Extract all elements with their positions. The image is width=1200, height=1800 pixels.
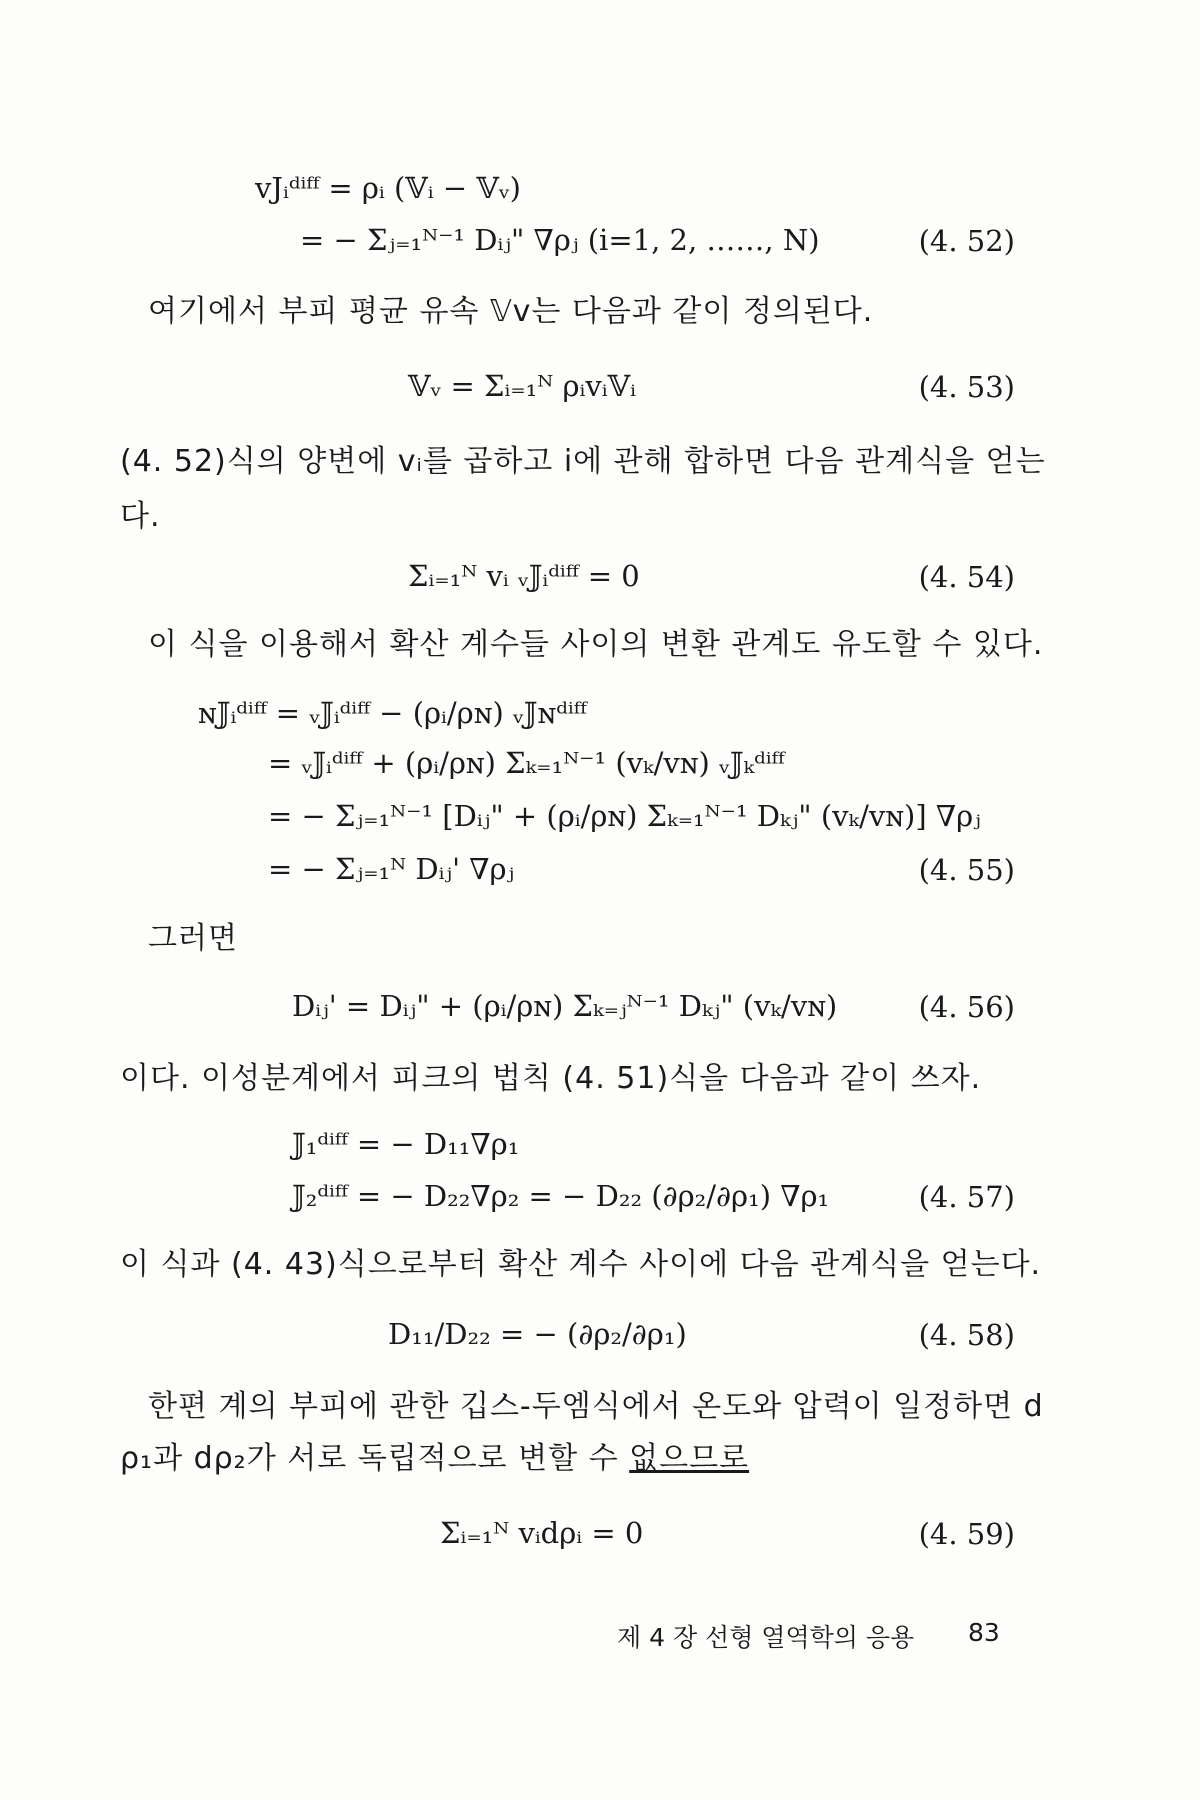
equation-4-56: Dᵢⱼ' = Dᵢⱼ" + (ρᵢ/ρɴ) Σₖ₌ⱼᴺ⁻¹ Dₖⱼ" (vₖ/vɴ): [292, 989, 838, 1023]
equation-number-4-59: (4. 59): [918, 1517, 1015, 1551]
paragraph-transformation-relation: 이 식을 이용해서 확산 계수들 사이의 변환 관계도 유도할 수 있다.: [148, 627, 1044, 662]
equation-4-58: D₁₁/D₂₂ = − (∂ρ₂/∂ρ₁): [388, 1317, 687, 1351]
paragraph-binary-system-fick-law: 이다. 이성분계에서 피크의 법칙 (4. 51)식을 다음과 같이 쓰자.: [120, 1061, 982, 1096]
running-footer-chapter: 제 4 장 선형 열역학의 응용: [617, 1623, 915, 1652]
equation-4-57-line-2: 𝕁₂ᵈⁱᶠᶠ = − D₂₂∇ρ₂ = − D₂₂ (∂ρ₂/∂ρ₁) ∇ρ₁: [292, 1179, 830, 1213]
equation-number-4-55: (4. 55): [918, 853, 1015, 887]
equation-4-55-line-2: = ᵥ𝕁ᵢᵈⁱᶠᶠ + (ρᵢ/ρɴ) Σₖ₌₁ᴺ⁻¹ (vₖ/vɴ) ᵥ𝕁ₖᵈⁱᶠᶠ: [268, 746, 785, 780]
paragraph-gibbs-duhem-line-1: 한편 계의 부피에 관한 깁스-두엠식에서 온도와 압력이 일정하면 d: [148, 1389, 1044, 1424]
paragraph-volume-average-velocity: 여기에서 부피 평균 유속 𝕍v는 다음과 같이 정의된다.: [148, 294, 874, 329]
equation-number-4-56: (4. 56): [918, 990, 1015, 1024]
equation-number-4-52: (4. 52): [918, 224, 1015, 258]
underlined-text: 없으므로: [629, 1441, 750, 1476]
equation-4-55-line-3: = − Σⱼ₌₁ᴺ⁻¹ [Dᵢⱼ" + (ρᵢ/ρɴ) Σₖ₌₁ᴺ⁻¹ Dₖⱼ" (vₖ/vɴ)] ∇ρⱼ: [268, 799, 981, 833]
equation-4-59: Σᵢ₌₁ᴺ vᵢdρᵢ = 0: [440, 1516, 644, 1550]
equation-4-52-line-2: = − Σⱼ₌₁ᴺ⁻¹ Dᵢⱼ" ∇ρⱼ (i=1, 2, ……, N): [300, 223, 820, 257]
paragraph-gibbs-duhem-line-2: [120, 1442, 749, 1477]
equation-number-4-53: (4. 53): [918, 370, 1015, 404]
equation-4-53: 𝕍ᵥ = Σᵢ₌₁ᴺ ρᵢvᵢ𝕍ᵢ: [408, 369, 636, 403]
equation-4-57-line-1: 𝕁₁ᵈⁱᶠᶠ = − D₁₁∇ρ₁: [292, 1127, 520, 1161]
paragraph-from-equation-4-43: 이 식과 (4. 43)식으로부터 확산 계수 사이에 다음 관계식을 얻는다.: [120, 1247, 1042, 1282]
equation-4-52-line-1: vJᵢᵈⁱᶠᶠ = ρᵢ (𝕍ᵢ − 𝕍ᵥ): [255, 171, 521, 205]
equation-4-54: Σᵢ₌₁ᴺ vᵢ ᵥ𝕁ᵢᵈⁱᶠᶠ = 0: [408, 559, 640, 593]
paragraph-multiply-vi-line-1: (4. 52)식의 양변에 vᵢ를 곱하고 i에 관해 합하면 다음 관계식을 얻는: [120, 444, 1046, 479]
equation-4-55-line-1: ɴ𝕁ᵢᵈⁱᶠᶠ = ᵥ𝕁ᵢᵈⁱᶠᶠ − (ρᵢ/ρɴ) ᵥ𝕁ɴᵈⁱᶠᶠ: [198, 696, 587, 730]
equation-number-4-54: (4. 54): [918, 560, 1015, 594]
paragraph-gibbs-duhem-text: ρ₁과 dρ₂가 서로 독립적으로 변할 수: [120, 1441, 630, 1476]
equation-number-4-58: (4. 58): [918, 1318, 1015, 1352]
equation-number-4-57: (4. 57): [918, 1180, 1015, 1214]
paragraph-then: 그러면: [148, 921, 238, 956]
equation-4-55-line-4: = − Σⱼ₌₁ᴺ Dᵢⱼ' ∇ρⱼ: [268, 852, 515, 886]
paragraph-multiply-vi-line-2: 다.: [120, 499, 161, 534]
page-number: 83: [968, 1618, 1000, 1647]
